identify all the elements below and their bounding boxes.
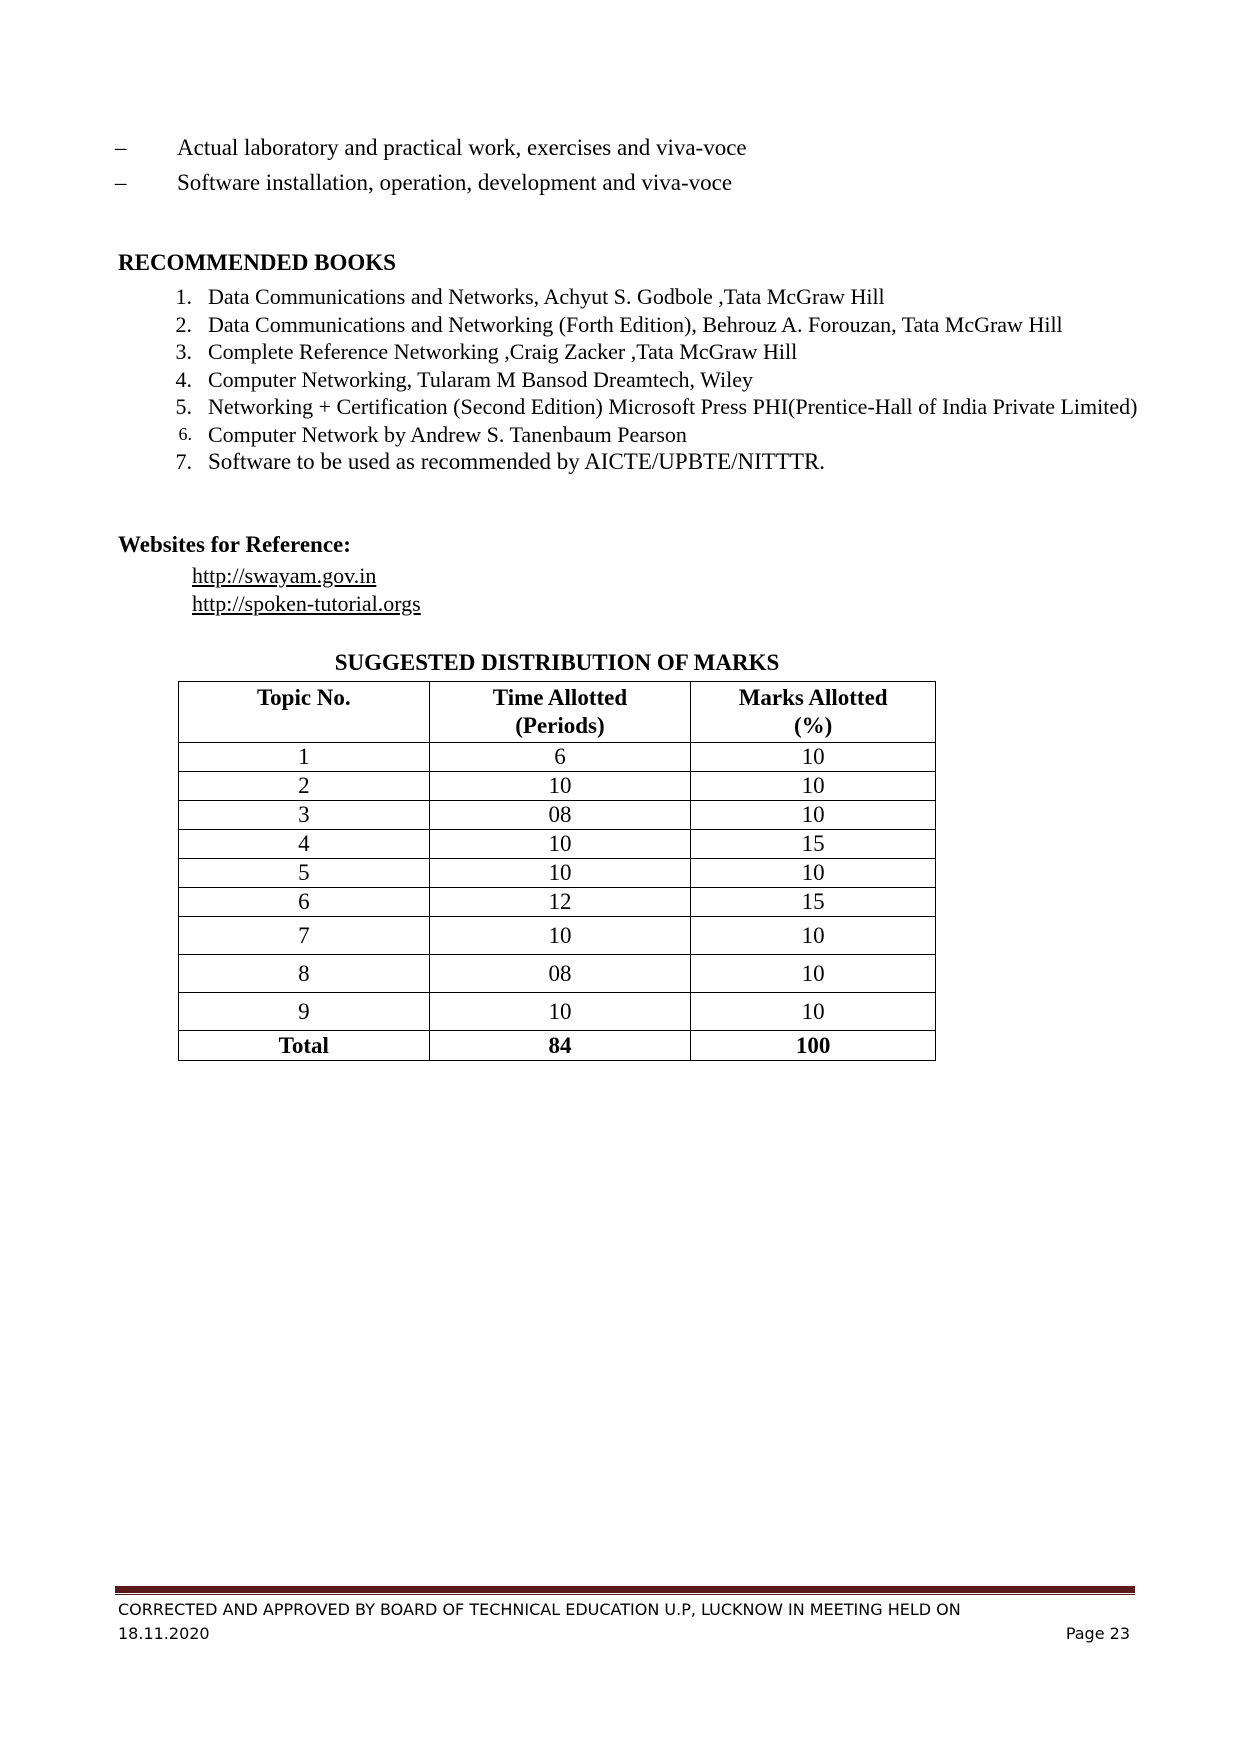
- footer-date: 18.11.2020: [118, 1624, 210, 1643]
- cell-total-marks: 100: [691, 1031, 936, 1061]
- table-title: SUGGESTED DISTRIBUTION OF MARKS: [334, 650, 780, 675]
- website-link-swayam[interactable]: http://swayam.gov.in: [192, 563, 377, 588]
- footer-divider: [115, 1586, 1135, 1593]
- cell-total-time: 84: [429, 1031, 691, 1061]
- cell-topic: 8: [179, 955, 430, 993]
- cell-marks: 10: [691, 801, 936, 830]
- table-row: [179, 917, 936, 955]
- cell-time: 6: [429, 743, 691, 772]
- table-row: [179, 772, 936, 801]
- cell-topic: 2: [179, 772, 430, 801]
- page-number: Page 23: [1065, 1624, 1130, 1643]
- book-text: Complete Reference Networking ,Craig Zacker ,Tata McGraw Hill: [208, 339, 798, 364]
- websites-heading: Websites for Reference:: [118, 532, 351, 557]
- cell-marks: 10: [691, 743, 936, 772]
- list-item: [115, 165, 1115, 200]
- activity-list: [115, 130, 1115, 200]
- book-number: 7.: [175, 449, 192, 474]
- list-item: [140, 283, 1140, 311]
- cell-topic: 3: [179, 801, 430, 830]
- cell-time: 10: [429, 772, 691, 801]
- table-row: [179, 743, 936, 772]
- book-text: Software to be used as recommended by AICTE/UPBTE/NITTTR.: [208, 449, 826, 474]
- header-topic-no: Topic No.: [179, 682, 430, 743]
- book-number: 3.: [175, 339, 192, 364]
- cell-total-label: Total: [179, 1031, 430, 1061]
- cell-marks: 10: [691, 772, 936, 801]
- book-text: Networking + Certification (Second Edition) Microsoft Press PHI(Prentice-Hall of India Private Limited): [208, 394, 1138, 419]
- books-list: [140, 283, 1140, 476]
- footer-divider-thin: [115, 1594, 1135, 1595]
- cell-topic: 6: [179, 888, 430, 917]
- book-number: 5.: [175, 394, 192, 419]
- book-number: 2.: [175, 311, 192, 337]
- website-link-spoken-tutorial[interactable]: http://spoken-tutorial.orgs: [192, 591, 421, 616]
- cell-marks: 10: [691, 955, 936, 993]
- table-row: [179, 859, 936, 888]
- book-text: Data Communications and Networking (Forth Edition), Behrouz A. Forouzan, Tata McGraw Hill: [208, 311, 1063, 337]
- list-item-text: Software installation, operation, development and viva-voce: [177, 170, 733, 195]
- cell-time: 10: [429, 993, 691, 1031]
- cell-topic: 5: [179, 859, 430, 888]
- list-item: [115, 130, 1115, 165]
- dash-bullet: –: [115, 135, 127, 160]
- cell-time: 08: [429, 955, 691, 993]
- cell-topic: 9: [179, 993, 430, 1031]
- book-text: Computer Network by Andrew S. Tanenbaum Pearson: [208, 421, 687, 447]
- book-number: 1.: [175, 284, 192, 309]
- table-header-row: [179, 682, 936, 743]
- header-marks-allotted: Marks Allotted (%): [691, 682, 936, 743]
- list-item: [140, 393, 1140, 421]
- list-item: [140, 448, 1140, 476]
- table-row: [179, 830, 936, 859]
- cell-time: 10: [429, 859, 691, 888]
- table-row: [179, 993, 936, 1031]
- book-number: 6.: [178, 423, 192, 444]
- book-number: 4.: [175, 366, 192, 392]
- dash-bullet: –: [115, 170, 127, 195]
- recommended-books-heading: RECOMMENDED BOOKS: [118, 250, 396, 275]
- table-row: [179, 801, 936, 830]
- list-item: [140, 366, 1140, 394]
- marks-distribution-table: [178, 681, 936, 1061]
- book-text: Computer Networking, Tularam M Bansod Dreamtech, Wiley: [208, 366, 753, 392]
- footer-approval-text: CORRECTED AND APPROVED BY BOARD OF TECHNICAL EDUCATION U.P, LUCKNOW IN MEETING HELD ON: [118, 1600, 961, 1619]
- list-item-text: Actual laboratory and practical work, exercises and viva-voce: [177, 135, 747, 160]
- book-text: Data Communications and Networks, Achyut S. Godbole ,Tata McGraw Hill: [208, 284, 885, 309]
- cell-time: 10: [429, 830, 691, 859]
- page-footer: [118, 1598, 1130, 1646]
- cell-topic: 1: [179, 743, 430, 772]
- cell-marks: 15: [691, 830, 936, 859]
- header-time-allotted: Time Allotted (Periods): [429, 682, 691, 743]
- list-item: [140, 421, 1140, 449]
- cell-marks: 10: [691, 917, 936, 955]
- cell-topic: 4: [179, 830, 430, 859]
- table-row: [179, 955, 936, 993]
- cell-marks: 15: [691, 888, 936, 917]
- cell-marks: 10: [691, 859, 936, 888]
- cell-time: 08: [429, 801, 691, 830]
- table-row: [179, 888, 936, 917]
- cell-topic: 7: [179, 917, 430, 955]
- list-item: [140, 311, 1140, 339]
- cell-marks: 10: [691, 993, 936, 1031]
- websites-list: [192, 562, 421, 618]
- cell-time: 10: [429, 917, 691, 955]
- cell-time: 12: [429, 888, 691, 917]
- list-item: [140, 338, 1140, 366]
- table-total-row: [179, 1031, 936, 1061]
